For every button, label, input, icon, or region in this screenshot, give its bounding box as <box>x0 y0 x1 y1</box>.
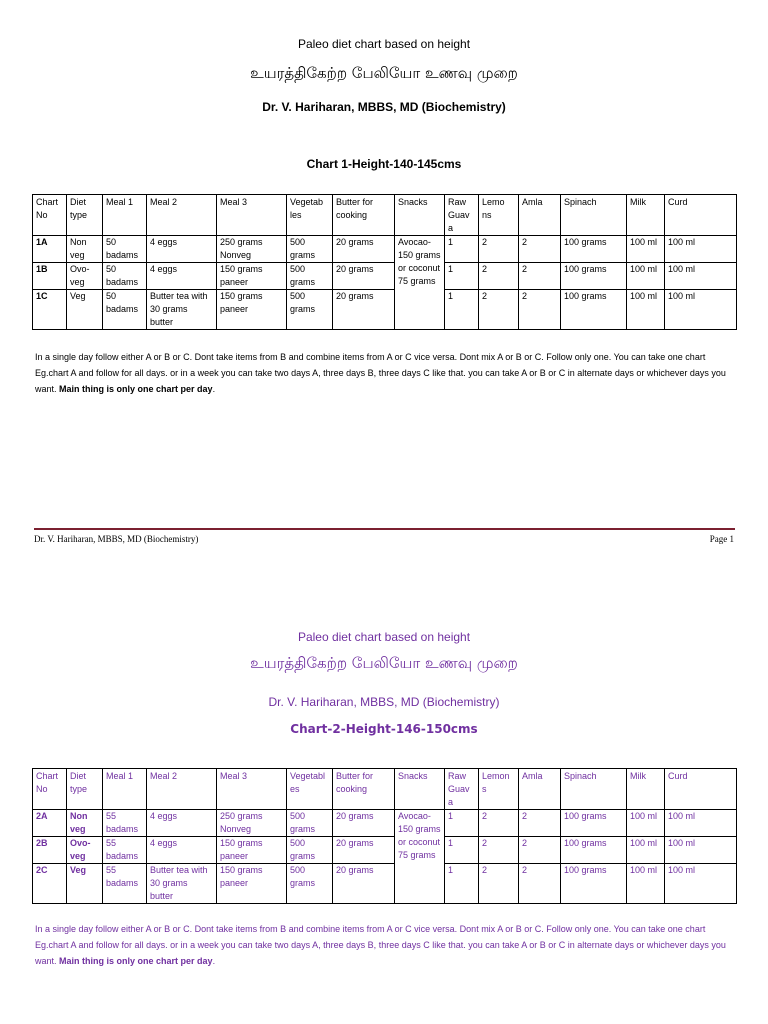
table-cell: 1 <box>445 290 479 330</box>
instructions-text: In a single day follow either A or B or C. Dont take items from B and combine items from A or C vice versa. Dont mix A or B or C. Follow only one. You can take one chart Eg.chart A and follow for all days. or in a week you can take two days A, three days B, three days C like that. you can take A or B or C in alternate days or whichever days you want. <box>35 924 726 966</box>
footer-divider <box>34 528 735 530</box>
column-header: Snacks <box>395 195 445 236</box>
table-cell: 500 grams <box>287 864 333 904</box>
snacks-cell: Avocao-150 grams or coconut 75 grams <box>395 810 445 904</box>
chart-no-cell: 1B <box>33 263 67 290</box>
table-cell: 4 eggs <box>147 236 217 263</box>
tamil-title: உயரத்திகேற்ற பேலியோ உணவு முறை <box>250 64 518 82</box>
table-cell: 2 <box>479 837 519 864</box>
column-header: Butter for cooking <box>333 195 395 236</box>
instructions-paragraph-2 <box>35 921 735 969</box>
column-header: Lemo ns <box>479 195 519 236</box>
table-cell: 2 <box>479 236 519 263</box>
chart-no-cell: 1C <box>33 290 67 330</box>
column-header: Snacks <box>395 769 445 810</box>
table-cell: 20 grams <box>333 810 395 837</box>
instructions-emphasis: Main thing is only one chart per day <box>59 956 213 966</box>
table-cell: 2 <box>479 263 519 290</box>
table-cell: 100 ml <box>627 236 665 263</box>
table-cell: 100 ml <box>665 837 737 864</box>
snacks-cell: Avocao-150 grams or coconut 75 grams <box>395 236 445 330</box>
table-cell: 2 <box>519 864 561 904</box>
table-cell: 150 grams paneer <box>217 837 287 864</box>
table-row <box>33 290 737 330</box>
table-cell: 100 ml <box>627 837 665 864</box>
instructions-end: . <box>212 384 216 394</box>
table-cell: 20 grams <box>333 837 395 864</box>
table-cell: 100 ml <box>665 290 737 330</box>
table-cell: 100 grams <box>561 837 627 864</box>
table-cell: 100 ml <box>665 236 737 263</box>
table-header-row <box>33 769 737 810</box>
table-cell: 2 <box>519 837 561 864</box>
column-header: Meal 3 <box>217 195 287 236</box>
table-cell: 100 grams <box>561 810 627 837</box>
table-cell: 1 <box>445 236 479 263</box>
column-header: Diet type <box>67 195 103 236</box>
table-cell: 100 ml <box>627 263 665 290</box>
table-cell: 150 grams paneer <box>217 290 287 330</box>
tamil-title: உயரத்திகேற்ற பேலியோ உணவு முறை <box>250 654 518 672</box>
table-cell: 2 <box>519 236 561 263</box>
instructions-end: . <box>212 956 216 966</box>
instructions-emphasis: Main thing is only one chart per day <box>59 384 213 394</box>
table-row <box>33 236 737 263</box>
table-cell: 100 grams <box>561 263 627 290</box>
table-cell: 50 badams <box>103 263 147 290</box>
page-number: Page 1 <box>709 534 734 544</box>
table-cell: 1 <box>445 810 479 837</box>
author-line: Dr. V. Hariharan, MBBS, MD (Biochemistry) <box>262 100 506 114</box>
table-cell: 4 eggs <box>147 837 217 864</box>
table-cell: 500 grams <box>287 290 333 330</box>
table-cell: 100 ml <box>627 290 665 330</box>
doc-title: Paleo diet chart based on height <box>297 37 471 51</box>
table-row <box>33 864 737 904</box>
table-row <box>33 263 737 290</box>
footer-author: Dr. V. Hariharan, MBBS, MD (Biochemistry) <box>34 534 199 544</box>
table-cell: 20 grams <box>333 236 395 263</box>
column-header: Diet type <box>67 769 103 810</box>
table-cell: 100 grams <box>561 290 627 330</box>
table-cell: 500 grams <box>287 810 333 837</box>
table-cell: Butter tea with 30 grams butter <box>147 290 217 330</box>
column-header: Chart No <box>33 195 67 236</box>
table-cell: 100 ml <box>665 263 737 290</box>
column-header: Meal 2 <box>147 769 217 810</box>
table-cell: 250 grams Nonveg <box>217 810 287 837</box>
table-cell: 1 <box>445 837 479 864</box>
table-cell: 100 grams <box>561 864 627 904</box>
table-cell: 20 grams <box>333 864 395 904</box>
table-cell: Ovo-veg <box>67 837 103 864</box>
table-cell: 100 ml <box>627 810 665 837</box>
table-cell: 2 <box>519 290 561 330</box>
chart-no-cell: 2B <box>33 837 67 864</box>
table-cell: Butter tea with 30 grams butter <box>147 864 217 904</box>
table-cell: 500 grams <box>287 837 333 864</box>
column-header: Amla <box>519 195 561 236</box>
table-cell: 20 grams <box>333 263 395 290</box>
table-cell: 100 ml <box>627 864 665 904</box>
table-cell: 2 <box>479 864 519 904</box>
table-cell: Non veg <box>67 236 103 263</box>
table-cell: 2 <box>479 290 519 330</box>
table-cell: Veg <box>67 290 103 330</box>
column-header: Amla <box>519 769 561 810</box>
table-cell: 50 badams <box>103 290 147 330</box>
table-cell: 4 eggs <box>147 263 217 290</box>
table-cell: 100 grams <box>561 236 627 263</box>
table-cell: 4 eggs <box>147 810 217 837</box>
table-cell: 20 grams <box>333 290 395 330</box>
table-cell: 55 badams <box>103 837 147 864</box>
chart-no-cell: 1A <box>33 236 67 263</box>
table-cell: Ovo-veg <box>67 263 103 290</box>
table-cell: 100 ml <box>665 810 737 837</box>
column-header: Lemon s <box>479 769 519 810</box>
doc-title: Paleo diet chart based on height <box>297 630 471 644</box>
column-header: Butter for cooking <box>333 769 395 810</box>
table-cell: 55 badams <box>103 864 147 904</box>
chart-title: Chart-2-Height-146-150cms <box>290 722 478 736</box>
diet-chart-table-2 <box>32 768 737 904</box>
column-header: Meal 1 <box>103 195 147 236</box>
column-header: Spinach <box>561 769 627 810</box>
table-cell: 100 ml <box>665 864 737 904</box>
column-header: Milk <box>627 195 665 236</box>
table-cell: 500 grams <box>287 263 333 290</box>
table-cell: 500 grams <box>287 236 333 263</box>
chart-no-cell: 2A <box>33 810 67 837</box>
chart-title: Chart 1-Height-140-145cms <box>306 157 462 171</box>
table-cell: 150 grams paneer <box>217 864 287 904</box>
column-header: Curd <box>665 769 737 810</box>
table-cell: 1 <box>445 864 479 904</box>
author-line: Dr. V. Hariharan, MBBS, MD (Biochemistry) <box>268 695 500 709</box>
instructions-text: In a single day follow either A or B or C. Dont take items from B and combine items from A or C vice versa. Dont mix A or B or C. Follow only one. You can take one chart Eg.chart A and follow for all days. or in a week you can take two days A, three days B, three days C like that. you can take A or B or C in alternate days or whichever days you want. <box>35 352 726 394</box>
table-header-row <box>33 195 737 236</box>
table-cell: Non veg <box>67 810 103 837</box>
table-cell: 2 <box>479 810 519 837</box>
table-row <box>33 810 737 837</box>
table-cell: Veg <box>67 864 103 904</box>
column-header: Raw Guav a <box>445 769 479 810</box>
column-header: Curd <box>665 195 737 236</box>
column-header: Meal 3 <box>217 769 287 810</box>
chart-no-cell: 2C <box>33 864 67 904</box>
column-header: Spinach <box>561 195 627 236</box>
table-cell: 2 <box>519 263 561 290</box>
table-cell: 50 badams <box>103 236 147 263</box>
table-row <box>33 837 737 864</box>
table-cell: 1 <box>445 263 479 290</box>
table-cell: 150 grams paneer <box>217 263 287 290</box>
diet-chart-table <box>32 194 737 330</box>
table-cell: 250 grams Nonveg <box>217 236 287 263</box>
column-header: Milk <box>627 769 665 810</box>
column-header: Vegetabl es <box>287 769 333 810</box>
column-header: Meal 2 <box>147 195 217 236</box>
column-header: Chart No <box>33 769 67 810</box>
column-header: Vegetab les <box>287 195 333 236</box>
instructions-paragraph <box>35 349 735 397</box>
table-cell: 2 <box>519 810 561 837</box>
column-header: Raw Guav a <box>445 195 479 236</box>
table-cell: 55 badams <box>103 810 147 837</box>
column-header: Meal 1 <box>103 769 147 810</box>
